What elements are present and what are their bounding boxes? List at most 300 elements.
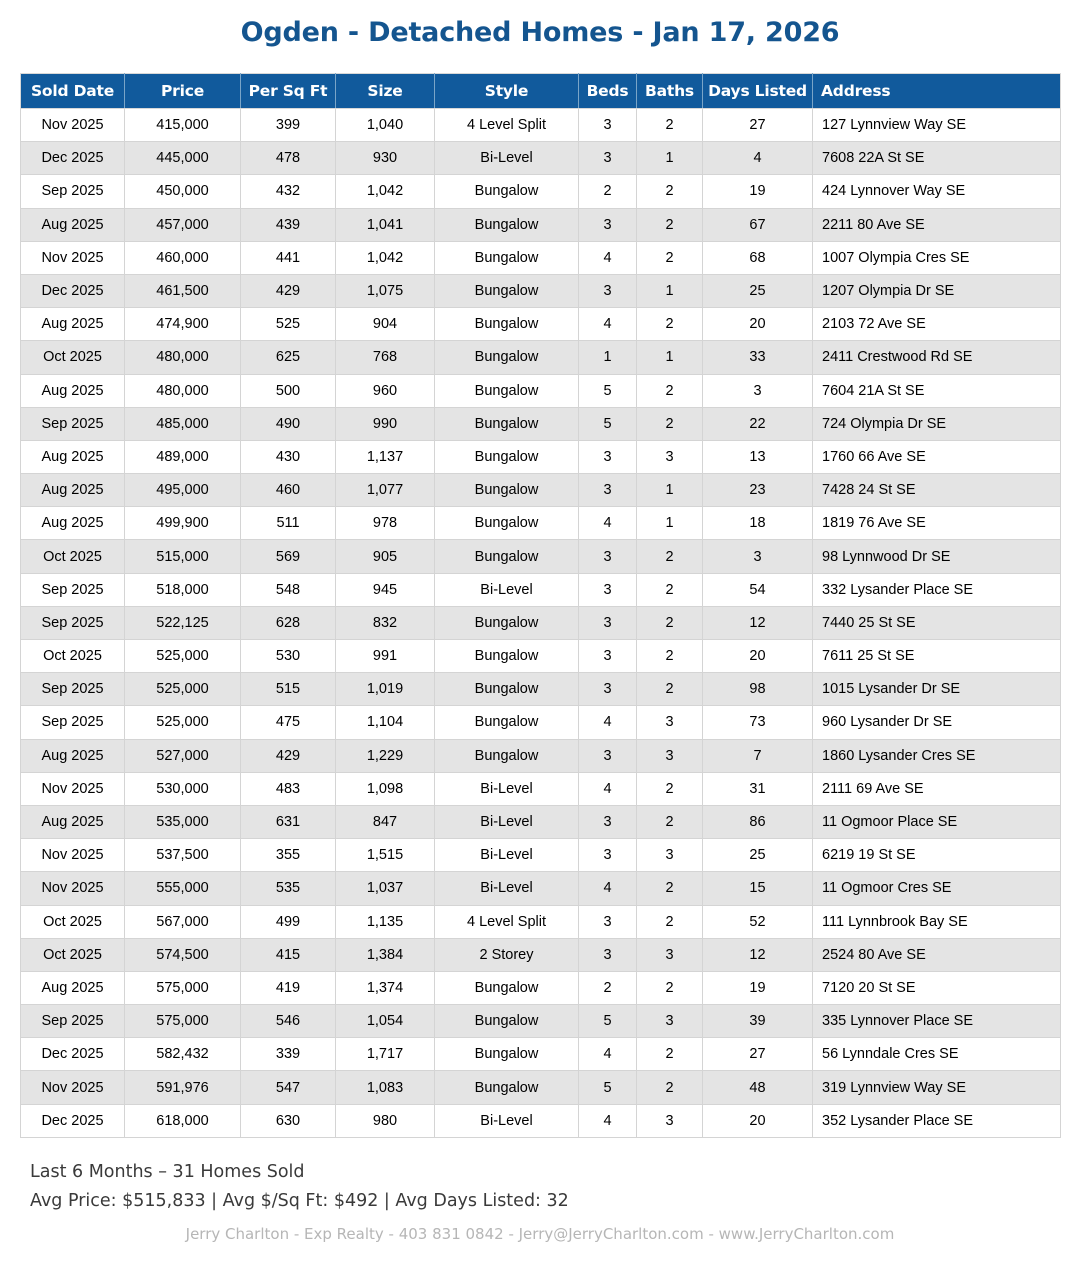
cell-address: 1015 Lysander Dr SE [813, 673, 1061, 706]
cell-per-sq-ft: 530 [241, 640, 336, 673]
table-row [21, 274, 1061, 307]
cell-baths: 2 [637, 772, 703, 805]
cell-days-listed: 68 [703, 241, 813, 274]
cell-price: 457,000 [125, 208, 241, 241]
cell-size: 1,137 [336, 440, 435, 473]
table-row [21, 507, 1061, 540]
cell-style: 2 Storey [435, 938, 579, 971]
cell-address: 2111 69 Ave SE [813, 772, 1061, 805]
cell-price: 527,000 [125, 739, 241, 772]
cell-sold-date: Oct 2025 [21, 640, 125, 673]
cell-per-sq-ft: 569 [241, 540, 336, 573]
cell-address: 56 Lynndale Cres SE [813, 1038, 1061, 1071]
cell-days-listed: 31 [703, 772, 813, 805]
cell-style: Bungalow [435, 440, 579, 473]
cell-baths: 2 [637, 673, 703, 706]
cell-address: 127 Lynnview Way SE [813, 109, 1061, 142]
cell-size: 945 [336, 573, 435, 606]
cell-price: 450,000 [125, 175, 241, 208]
cell-baths: 2 [637, 872, 703, 905]
cell-sold-date: Sep 2025 [21, 175, 125, 208]
cell-address: 2211 80 Ave SE [813, 208, 1061, 241]
cell-style: Bungalow [435, 208, 579, 241]
cell-size: 1,083 [336, 1071, 435, 1104]
cell-days-listed: 54 [703, 573, 813, 606]
cell-beds: 3 [579, 573, 637, 606]
cell-address: 11 Ogmoor Place SE [813, 805, 1061, 838]
column-header-sold-date[interactable]: Sold Date [21, 74, 125, 109]
cell-price: 445,000 [125, 142, 241, 175]
cell-address: 98 Lynnwood Dr SE [813, 540, 1061, 573]
cell-price: 582,432 [125, 1038, 241, 1071]
cell-days-listed: 20 [703, 640, 813, 673]
cell-baths: 2 [637, 640, 703, 673]
table-row [21, 407, 1061, 440]
cell-address: 7611 25 St SE [813, 640, 1061, 673]
cell-per-sq-ft: 439 [241, 208, 336, 241]
cell-size: 1,042 [336, 241, 435, 274]
cell-days-listed: 3 [703, 374, 813, 407]
cell-days-listed: 13 [703, 440, 813, 473]
cell-per-sq-ft: 511 [241, 507, 336, 540]
column-header-size[interactable]: Size [336, 74, 435, 109]
cell-style: Bungalow [435, 175, 579, 208]
cell-beds: 4 [579, 706, 637, 739]
column-header-baths[interactable]: Baths [637, 74, 703, 109]
cell-price: 485,000 [125, 407, 241, 440]
cell-beds: 5 [579, 1005, 637, 1038]
cell-price: 575,000 [125, 1005, 241, 1038]
cell-size: 960 [336, 374, 435, 407]
cell-style: Bungalow [435, 1038, 579, 1071]
cell-address: 319 Lynnview Way SE [813, 1071, 1061, 1104]
cell-per-sq-ft: 460 [241, 474, 336, 507]
cell-days-listed: 25 [703, 274, 813, 307]
cell-sold-date: Aug 2025 [21, 208, 125, 241]
cell-days-listed: 19 [703, 175, 813, 208]
cell-beds: 1 [579, 341, 637, 374]
cell-sold-date: Nov 2025 [21, 839, 125, 872]
cell-price: 525,000 [125, 706, 241, 739]
cell-size: 990 [336, 407, 435, 440]
cell-days-listed: 67 [703, 208, 813, 241]
cell-style: Bungalow [435, 739, 579, 772]
table-header-row [21, 74, 1061, 109]
cell-beds: 3 [579, 440, 637, 473]
cell-price: 499,900 [125, 507, 241, 540]
cell-address: 960 Lysander Dr SE [813, 706, 1061, 739]
cell-size: 1,077 [336, 474, 435, 507]
cell-style: Bungalow [435, 971, 579, 1004]
cell-per-sq-ft: 478 [241, 142, 336, 175]
cell-sold-date: Aug 2025 [21, 971, 125, 1004]
cell-per-sq-ft: 430 [241, 440, 336, 473]
cell-days-listed: 39 [703, 1005, 813, 1038]
cell-days-listed: 98 [703, 673, 813, 706]
cell-sold-date: Sep 2025 [21, 1005, 125, 1038]
table-row [21, 175, 1061, 208]
cell-price: 518,000 [125, 573, 241, 606]
cell-beds: 5 [579, 1071, 637, 1104]
cell-size: 1,104 [336, 706, 435, 739]
cell-beds: 3 [579, 109, 637, 142]
cell-per-sq-ft: 548 [241, 573, 336, 606]
cell-days-listed: 20 [703, 1104, 813, 1137]
table-row [21, 805, 1061, 838]
cell-size: 1,717 [336, 1038, 435, 1071]
cell-baths: 3 [637, 839, 703, 872]
cell-address: 111 Lynnbrook Bay SE [813, 905, 1061, 938]
cell-size: 847 [336, 805, 435, 838]
cell-beds: 3 [579, 938, 637, 971]
cell-price: 555,000 [125, 872, 241, 905]
table-row [21, 1038, 1061, 1071]
cell-size: 1,098 [336, 772, 435, 805]
cell-address: 424 Lynnover Way SE [813, 175, 1061, 208]
cell-per-sq-ft: 399 [241, 109, 336, 142]
table-row [21, 374, 1061, 407]
cell-per-sq-ft: 628 [241, 606, 336, 639]
column-header-per-sq-ft[interactable]: Per Sq Ft [241, 74, 336, 109]
cell-days-listed: 19 [703, 971, 813, 1004]
cell-baths: 3 [637, 440, 703, 473]
cell-size: 1,054 [336, 1005, 435, 1038]
footer-attribution: Jerry Charlton - Exp Realty - 403 831 0842 - Jerry@JerryCharlton.com - www.JerryCharlton.com [185, 1225, 895, 1243]
cell-beds: 3 [579, 540, 637, 573]
cell-size: 1,075 [336, 274, 435, 307]
cell-baths: 2 [637, 208, 703, 241]
cell-size: 980 [336, 1104, 435, 1137]
table-row [21, 109, 1061, 142]
cell-style: Bungalow [435, 308, 579, 341]
cell-days-listed: 3 [703, 540, 813, 573]
cell-sold-date: Nov 2025 [21, 1071, 125, 1104]
cell-days-listed: 27 [703, 109, 813, 142]
cell-sold-date: Sep 2025 [21, 573, 125, 606]
cell-baths: 3 [637, 706, 703, 739]
cell-days-listed: 33 [703, 341, 813, 374]
table-row [21, 573, 1061, 606]
cell-sold-date: Sep 2025 [21, 606, 125, 639]
cell-sold-date: Nov 2025 [21, 772, 125, 805]
cell-sold-date: Aug 2025 [21, 374, 125, 407]
cell-per-sq-ft: 419 [241, 971, 336, 1004]
cell-style: Bi-Level [435, 1104, 579, 1137]
cell-style: Bungalow [435, 706, 579, 739]
cell-size: 930 [336, 142, 435, 175]
cell-address: 2524 80 Ave SE [813, 938, 1061, 971]
cell-price: 480,000 [125, 374, 241, 407]
table-row [21, 474, 1061, 507]
cell-price: 522,125 [125, 606, 241, 639]
sales-table-container [20, 73, 1060, 1138]
cell-size: 1,135 [336, 905, 435, 938]
cell-sold-date: Aug 2025 [21, 440, 125, 473]
cell-beds: 4 [579, 507, 637, 540]
cell-sold-date: Sep 2025 [21, 673, 125, 706]
cell-baths: 1 [637, 341, 703, 374]
cell-per-sq-ft: 500 [241, 374, 336, 407]
cell-days-listed: 20 [703, 308, 813, 341]
cell-per-sq-ft: 515 [241, 673, 336, 706]
cell-sold-date: Nov 2025 [21, 109, 125, 142]
cell-style: Bi-Level [435, 805, 579, 838]
table-row [21, 739, 1061, 772]
cell-style: Bungalow [435, 274, 579, 307]
cell-days-listed: 86 [703, 805, 813, 838]
cell-beds: 4 [579, 308, 637, 341]
table-row [21, 1071, 1061, 1104]
cell-price: 460,000 [125, 241, 241, 274]
cell-sold-date: Nov 2025 [21, 872, 125, 905]
cell-beds: 3 [579, 905, 637, 938]
cell-per-sq-ft: 625 [241, 341, 336, 374]
cell-style: Bungalow [435, 507, 579, 540]
cell-per-sq-ft: 339 [241, 1038, 336, 1071]
table-row [21, 706, 1061, 739]
column-header-address[interactable]: Address [813, 74, 1061, 109]
cell-sold-date: Dec 2025 [21, 1104, 125, 1137]
cell-days-listed: 18 [703, 507, 813, 540]
cell-baths: 2 [637, 407, 703, 440]
cell-sold-date: Nov 2025 [21, 241, 125, 274]
cell-size: 1,229 [336, 739, 435, 772]
cell-per-sq-ft: 355 [241, 839, 336, 872]
cell-days-listed: 12 [703, 606, 813, 639]
cell-baths: 2 [637, 805, 703, 838]
cell-beds: 4 [579, 872, 637, 905]
column-header-days-listed[interactable]: Days Listed [703, 74, 813, 109]
cell-address: 1207 Olympia Dr SE [813, 274, 1061, 307]
cell-days-listed: 15 [703, 872, 813, 905]
column-header-style[interactable]: Style [435, 74, 579, 109]
table-row [21, 241, 1061, 274]
table-row [21, 606, 1061, 639]
cell-style: 4 Level Split [435, 905, 579, 938]
cell-beds: 2 [579, 175, 637, 208]
cell-size: 1,384 [336, 938, 435, 971]
cell-price: 537,500 [125, 839, 241, 872]
cell-price: 415,000 [125, 109, 241, 142]
cell-per-sq-ft: 415 [241, 938, 336, 971]
table-row [21, 772, 1061, 805]
cell-per-sq-ft: 441 [241, 241, 336, 274]
cell-per-sq-ft: 490 [241, 407, 336, 440]
table-row [21, 938, 1061, 971]
cell-size: 1,374 [336, 971, 435, 1004]
cell-address: 724 Olympia Dr SE [813, 407, 1061, 440]
cell-baths: 2 [637, 241, 703, 274]
cell-per-sq-ft: 630 [241, 1104, 336, 1137]
cell-address: 1760 66 Ave SE [813, 440, 1061, 473]
cell-price: 489,000 [125, 440, 241, 473]
cell-size: 1,037 [336, 872, 435, 905]
cell-per-sq-ft: 429 [241, 739, 336, 772]
cell-size: 978 [336, 507, 435, 540]
cell-beds: 3 [579, 673, 637, 706]
cell-beds: 4 [579, 772, 637, 805]
cell-per-sq-ft: 535 [241, 872, 336, 905]
cell-baths: 2 [637, 573, 703, 606]
cell-beds: 3 [579, 839, 637, 872]
cell-style: Bi-Level [435, 142, 579, 175]
table-row [21, 1104, 1061, 1137]
cell-style: Bungalow [435, 606, 579, 639]
cell-baths: 2 [637, 971, 703, 1004]
cell-sold-date: Oct 2025 [21, 905, 125, 938]
cell-days-listed: 4 [703, 142, 813, 175]
cell-baths: 3 [637, 1005, 703, 1038]
cell-size: 905 [336, 540, 435, 573]
cell-size: 1,041 [336, 208, 435, 241]
cell-address: 335 Lynnover Place SE [813, 1005, 1061, 1038]
cell-beds: 3 [579, 208, 637, 241]
table-row [21, 341, 1061, 374]
cell-style: Bungalow [435, 241, 579, 274]
cell-price: 618,000 [125, 1104, 241, 1137]
cell-address: 2411 Crestwood Rd SE [813, 341, 1061, 374]
cell-baths: 2 [637, 374, 703, 407]
cell-baths: 2 [637, 175, 703, 208]
cell-style: Bi-Level [435, 573, 579, 606]
cell-style: Bi-Level [435, 872, 579, 905]
cell-size: 1,515 [336, 839, 435, 872]
cell-per-sq-ft: 432 [241, 175, 336, 208]
cell-price: 515,000 [125, 540, 241, 573]
cell-sold-date: Aug 2025 [21, 739, 125, 772]
cell-address: 1819 76 Ave SE [813, 507, 1061, 540]
cell-baths: 2 [637, 606, 703, 639]
cell-price: 525,000 [125, 640, 241, 673]
cell-baths: 2 [637, 1071, 703, 1104]
cell-style: Bi-Level [435, 772, 579, 805]
cell-address: 7604 21A St SE [813, 374, 1061, 407]
table-row [21, 540, 1061, 573]
summary-block [30, 1158, 1080, 1216]
cell-beds: 5 [579, 374, 637, 407]
cell-beds: 3 [579, 274, 637, 307]
cell-sold-date: Sep 2025 [21, 407, 125, 440]
cell-per-sq-ft: 483 [241, 772, 336, 805]
cell-size: 991 [336, 640, 435, 673]
cell-beds: 3 [579, 739, 637, 772]
cell-style: Bungalow [435, 1005, 579, 1038]
cell-baths: 1 [637, 474, 703, 507]
cell-address: 332 Lysander Place SE [813, 573, 1061, 606]
column-header-beds[interactable]: Beds [579, 74, 637, 109]
cell-price: 530,000 [125, 772, 241, 805]
cell-sold-date: Aug 2025 [21, 805, 125, 838]
table-row [21, 673, 1061, 706]
cell-price: 567,000 [125, 905, 241, 938]
cell-beds: 3 [579, 606, 637, 639]
cell-address: 352 Lysander Place SE [813, 1104, 1061, 1137]
cell-baths: 2 [637, 540, 703, 573]
cell-style: Bungalow [435, 374, 579, 407]
table-header [21, 74, 1061, 109]
cell-days-listed: 48 [703, 1071, 813, 1104]
cell-per-sq-ft: 547 [241, 1071, 336, 1104]
cell-style: Bungalow [435, 474, 579, 507]
cell-baths: 1 [637, 142, 703, 175]
cell-sold-date: Dec 2025 [21, 1038, 125, 1071]
cell-address: 7608 22A St SE [813, 142, 1061, 175]
cell-style: Bungalow [435, 640, 579, 673]
cell-beds: 4 [579, 241, 637, 274]
cell-style: 4 Level Split [435, 109, 579, 142]
cell-price: 591,976 [125, 1071, 241, 1104]
cell-per-sq-ft: 546 [241, 1005, 336, 1038]
cell-price: 525,000 [125, 673, 241, 706]
cell-beds: 4 [579, 1038, 637, 1071]
table-row [21, 308, 1061, 341]
cell-address: 1007 Olympia Cres SE [813, 241, 1061, 274]
cell-address: 7428 24 St SE [813, 474, 1061, 507]
cell-size: 904 [336, 308, 435, 341]
cell-per-sq-ft: 475 [241, 706, 336, 739]
cell-address: 7440 25 St SE [813, 606, 1061, 639]
cell-days-listed: 12 [703, 938, 813, 971]
cell-style: Bungalow [435, 341, 579, 374]
cell-days-listed: 25 [703, 839, 813, 872]
cell-style: Bi-Level [435, 839, 579, 872]
cell-baths: 1 [637, 507, 703, 540]
cell-baths: 2 [637, 1038, 703, 1071]
cell-days-listed: 73 [703, 706, 813, 739]
cell-baths: 2 [637, 905, 703, 938]
summary-averages-line: Avg Price: $515,833 | Avg $/Sq Ft: $492 | Avg Days Listed: 32 [30, 1190, 569, 1211]
cell-beds: 3 [579, 640, 637, 673]
table-row [21, 142, 1061, 175]
cell-baths: 2 [637, 109, 703, 142]
cell-address: 1860 Lysander Cres SE [813, 739, 1061, 772]
cell-price: 495,000 [125, 474, 241, 507]
cell-price: 474,900 [125, 308, 241, 341]
cell-beds: 3 [579, 474, 637, 507]
cell-address: 6219 19 St SE [813, 839, 1061, 872]
cell-per-sq-ft: 499 [241, 905, 336, 938]
cell-beds: 2 [579, 971, 637, 1004]
cell-days-listed: 7 [703, 739, 813, 772]
cell-sold-date: Sep 2025 [21, 706, 125, 739]
cell-style: Bungalow [435, 1071, 579, 1104]
cell-size: 1,040 [336, 109, 435, 142]
cell-per-sq-ft: 429 [241, 274, 336, 307]
cell-style: Bungalow [435, 407, 579, 440]
cell-address: 2103 72 Ave SE [813, 308, 1061, 341]
cell-baths: 1 [637, 274, 703, 307]
cell-sold-date: Aug 2025 [21, 308, 125, 341]
table-row [21, 440, 1061, 473]
table-row [21, 872, 1061, 905]
table-row [21, 839, 1061, 872]
cell-beds: 5 [579, 407, 637, 440]
cell-days-listed: 22 [703, 407, 813, 440]
cell-beds: 3 [579, 805, 637, 838]
summary-count-line: Last 6 Months – 31 Homes Sold [30, 1161, 305, 1182]
column-header-price[interactable]: Price [125, 74, 241, 109]
cell-size: 1,042 [336, 175, 435, 208]
cell-days-listed: 52 [703, 905, 813, 938]
table-row [21, 640, 1061, 673]
cell-size: 1,019 [336, 673, 435, 706]
cell-baths: 3 [637, 938, 703, 971]
cell-sold-date: Oct 2025 [21, 341, 125, 374]
cell-sold-date: Dec 2025 [21, 142, 125, 175]
cell-per-sq-ft: 631 [241, 805, 336, 838]
cell-style: Bungalow [435, 673, 579, 706]
table-body [21, 109, 1061, 1138]
